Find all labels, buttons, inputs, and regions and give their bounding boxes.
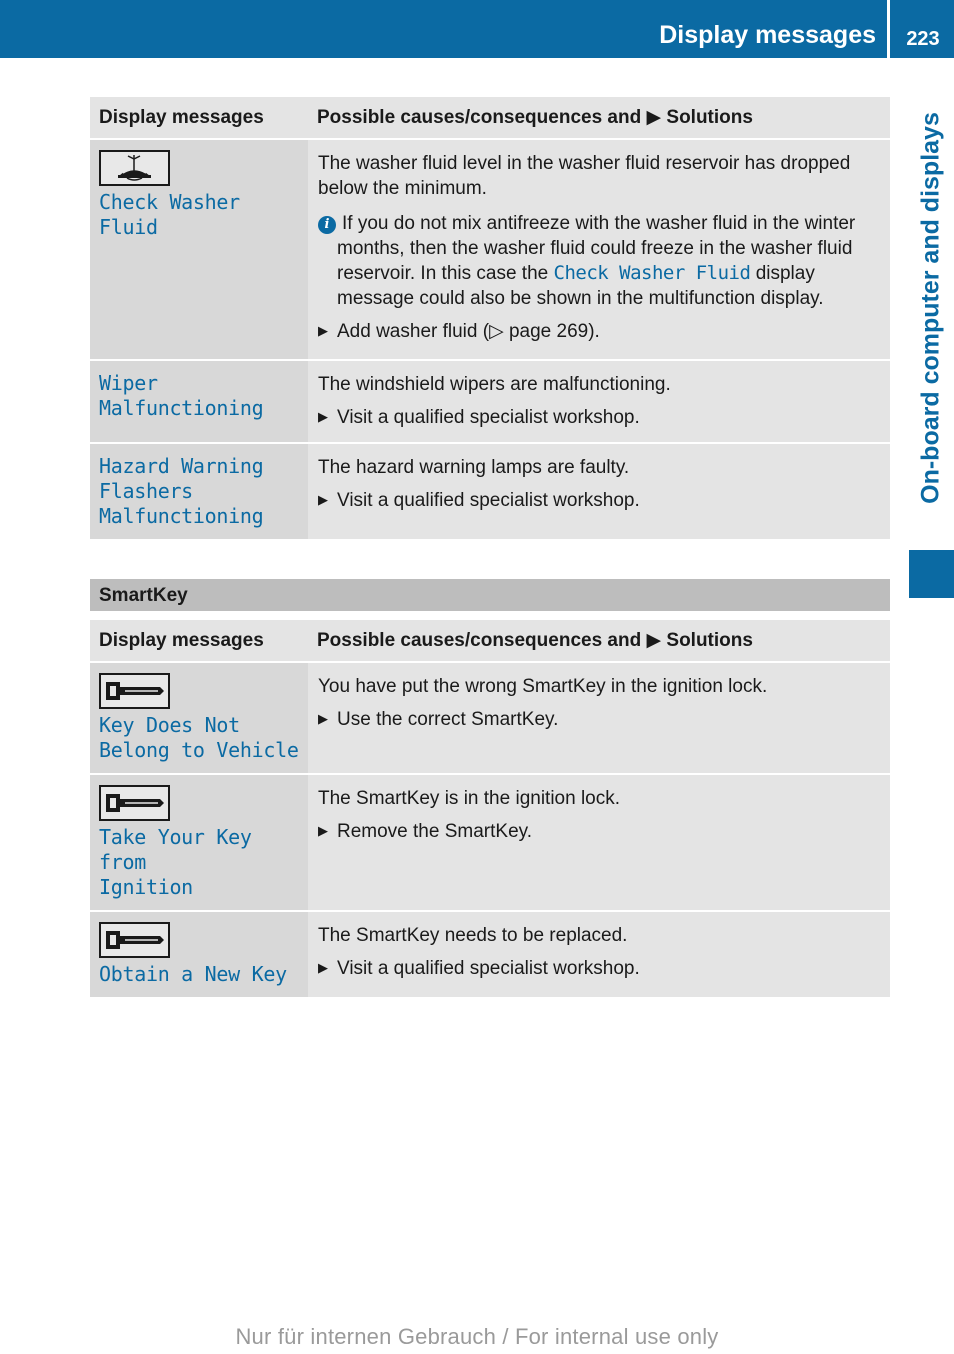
message-code-line: Take Your Key from: [99, 825, 252, 874]
column-header-causes-text: Possible causes/consequences and: [317, 107, 642, 128]
solution-step: [318, 404, 881, 430]
cause-text: The windshield wipers are malfunctioning.: [318, 374, 671, 395]
message-code-line: Flashers: [99, 479, 193, 503]
message-cell: [90, 774, 308, 911]
cause-text: The SmartKey is in the ignition lock.: [318, 788, 621, 809]
cause-text: You have put the wrong SmartKey in the ignition lock.: [318, 676, 768, 697]
header-divider: [887, 0, 890, 58]
header-title: Display messages: [659, 21, 876, 49]
step-arrow-icon: ▶: [318, 409, 328, 424]
display-messages-table-2: [90, 620, 890, 999]
table-header-row: [90, 620, 890, 662]
message-code-line: Hazard Warning: [99, 454, 264, 478]
message-code-line: Key Does Not: [99, 713, 240, 737]
info-icon: i: [318, 216, 336, 234]
table-header-row: [90, 97, 890, 139]
smartkey-icon: [99, 785, 170, 821]
column-header-display-messages: Display messages: [90, 620, 308, 662]
column-header-solutions-text: Solutions: [666, 630, 753, 651]
solution-step: [318, 818, 881, 844]
column-header-causes: [308, 97, 890, 139]
cause-cell: [308, 139, 890, 360]
step-arrow-icon: ▶: [318, 323, 328, 338]
footer-watermark: Nur für internen Gebrauch / For internal use only: [235, 1324, 719, 1349]
side-chapter-text: On-board computer and displays: [916, 112, 945, 504]
triangle-arrow-icon: ▶: [646, 630, 662, 651]
cause-cell: [308, 360, 890, 443]
step-arrow-icon: ▶: [318, 823, 328, 838]
message-cell: [90, 139, 308, 360]
column-header-solutions-text: Solutions: [666, 107, 753, 128]
solution-step: [318, 955, 881, 981]
triangle-arrow-icon: ▶: [646, 107, 662, 128]
cause-text: The SmartKey needs to be replaced.: [318, 925, 628, 946]
table-row: [90, 139, 890, 360]
table-row: [90, 774, 890, 911]
cause-cell: [308, 662, 890, 774]
step-arrow-icon: ▶: [318, 711, 328, 726]
solution-step: [318, 706, 881, 732]
message-code-line: Wiper: [99, 371, 158, 395]
solution-text: Add washer fluid (▷ page 269).: [337, 321, 600, 342]
column-header-causes: [308, 620, 890, 662]
step-arrow-icon: ▶: [318, 492, 328, 507]
cause-text: The hazard warning lamps are faulty.: [318, 457, 630, 478]
message-cell: [90, 443, 308, 540]
table-row: [90, 443, 890, 540]
page-number: 223: [906, 28, 940, 50]
message-code-line: Malfunctioning: [99, 396, 264, 420]
cause-cell: [308, 911, 890, 998]
solution-text: Visit a qualified specialist workshop.: [337, 490, 640, 511]
info-text-pre: If you do not mix antifreeze with the washer fluid in the winter months, then the washer fluid could freeze in the washer fluid reservoir. In this case the: [337, 213, 856, 284]
table-row: [90, 662, 890, 774]
cause-text: The washer fluid level in the washer fluid reservoir has dropped below the minimum.: [318, 153, 851, 199]
info-text-post: display message could also be shown in the multifunction display.: [337, 263, 824, 309]
message-code-line: Obtain a New Key: [99, 962, 287, 986]
table-row: [90, 360, 890, 443]
column-header-causes-text: Possible causes/consequences and: [317, 630, 642, 651]
display-messages-table-1: [90, 97, 890, 541]
message-code-line: Ignition: [99, 875, 193, 899]
solution-text: Visit a qualified specialist workshop.: [337, 407, 640, 428]
message-cell: [90, 911, 308, 998]
cause-cell: [308, 443, 890, 540]
solution-text: Remove the SmartKey.: [337, 821, 533, 842]
smartkey-icon: [99, 673, 170, 709]
message-code-line: Belong to Vehicle: [99, 738, 299, 762]
section-title-smartkey: SmartKey: [90, 579, 890, 611]
side-chapter-label: [909, 68, 954, 548]
side-chapter-tab: [909, 550, 954, 598]
solution-step: [318, 487, 881, 513]
washer-fluid-icon: [99, 150, 170, 186]
info-note: [318, 211, 881, 311]
solution-text: Use the correct SmartKey.: [337, 709, 559, 730]
message-cell: [90, 360, 308, 443]
solution-step: [318, 318, 881, 344]
table-row: [90, 911, 890, 998]
message-cell: [90, 662, 308, 774]
message-code-line: Malfunctioning: [99, 504, 264, 528]
info-inline-code: Check Washer Fluid: [553, 262, 751, 284]
column-header-display-messages: Display messages: [90, 97, 308, 139]
cause-cell: [308, 774, 890, 911]
smartkey-icon: [99, 922, 170, 958]
step-arrow-icon: ▶: [318, 960, 328, 975]
message-code: Check Washer Fluid: [99, 190, 240, 239]
solution-text: Visit a qualified specialist workshop.: [337, 958, 640, 979]
